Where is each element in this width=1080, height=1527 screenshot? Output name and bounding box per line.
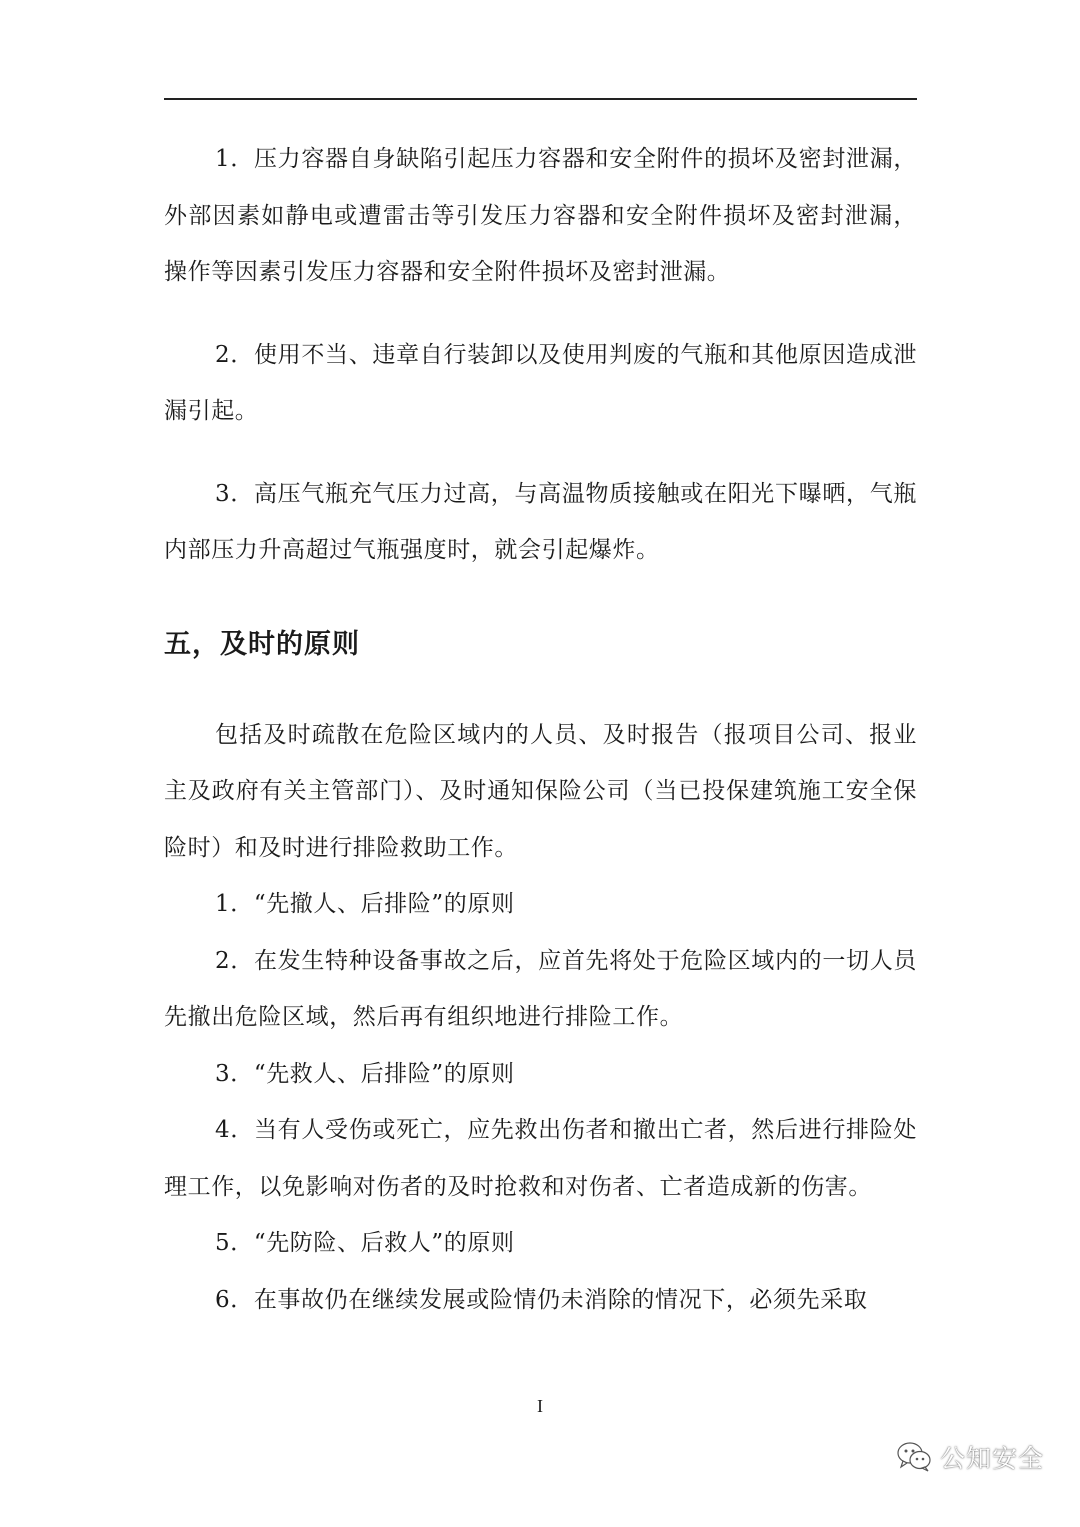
list-item: 5．“先防险、后救人”的原则 — [215, 1230, 515, 1256]
document-body — [164, 131, 917, 1328]
page-number: I — [537, 1396, 543, 1416]
watermark-text: 公知安全 — [939, 1444, 1044, 1473]
section-intro: 包括及时疏散在危险区域内的人员、及时报告（报项目公司、报业主及政府有关主管部门）、及时通知保险公司（当已投保建筑施工安全保险时）和及时进行排险救助工作。 — [164, 721, 917, 861]
section-heading: 五，及时的原则 — [164, 628, 360, 660]
list-item: 6．在事故仍在继续发展或险情仍未消除的情况下，必须先采取 — [215, 1286, 868, 1313]
list-item: 3．“先救人、后排险”的原则 — [215, 1060, 515, 1087]
wechat-icon — [896, 1441, 932, 1473]
list-item: 2．在发生特种设备事故之后，应首先将处于危险区域内的一切人员先撤出危险区域，然后再有组织地进行排险工作。 — [164, 947, 917, 1030]
list-item: 1．压力容器自身缺陷引起压力容器和安全附件的损坏及密封泄漏，外部因素如静电或遭雷击等引发压力容器和安全附件损坏及密封泄漏，操作等因素引发压力容器和安全附件损坏及密封泄漏。 — [164, 146, 917, 285]
list-item: 4．当有人受伤或死亡，应先救出伤者和撤出亡者，然后进行排险处理工作，以免影响对伤者的及时抢救和对伤者、亡者造成新的伤害。 — [164, 1117, 917, 1200]
watermark — [896, 1432, 1044, 1482]
list-item: 1．“先撤人、后排险”的原则 — [215, 891, 515, 917]
list-item: 2．使用不当、违章自行装卸以及使用判废的气瓶和其他原因造成泄漏引起。 — [164, 341, 917, 424]
header-rule — [164, 98, 917, 100]
list-item: 3．高压气瓶充气压力过高，与高温物质接触或在阳光下曝晒，气瓶内部压力升高超过气瓶强度时，就会引起爆炸。 — [164, 480, 917, 563]
